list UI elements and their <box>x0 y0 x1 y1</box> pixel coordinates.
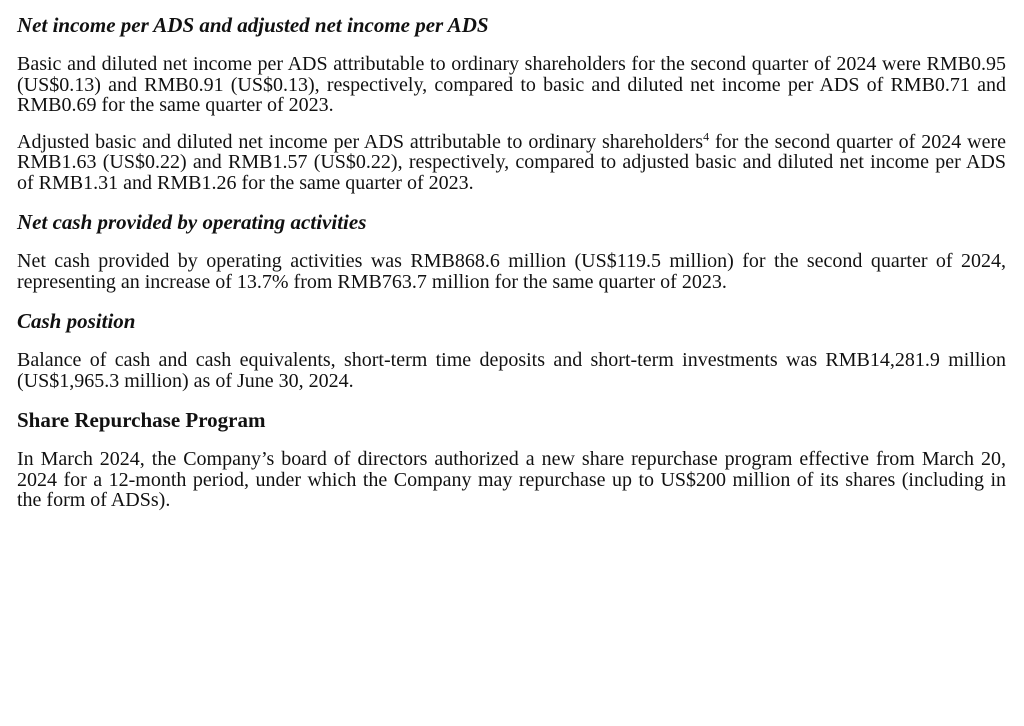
paragraph-share-repurchase: In March 2024, the Company’s board of directors authorized a new share repurchase program effective from March 20, 2024 for a 12-month period, under which the Company may repurchase up to US$200 million of its shares (including in the form of ADSs). <box>17 448 1006 511</box>
paragraph-adjusted-net-income-per-ads <box>17 128 1006 194</box>
adjusted-text-start: Adjusted basic and diluted net income per ADS attributable to ordinary shareholders <box>17 130 704 153</box>
section-heading-share-repurchase: Share Repurchase Program <box>17 408 266 432</box>
section-heading-net-cash-operating: Net cash provided by operating activities <box>17 210 367 234</box>
adjusted-text-end: for the second quarter of 2024 were RMB1.63 (US$0.22) and RMB1.57 (US$0.22), respectively, compared to adjusted basic and diluted net income per ADS of RMB1.31 and RMB1.26 for the same quarter of 2023. <box>17 130 1006 194</box>
section-heading-cash-position: Cash position <box>17 309 136 333</box>
paragraph-net-income-per-ads: Basic and diluted net income per ADS attributable to ordinary shareholders for the second quarter of 2024 were RMB0.95 (US$0.13) and RMB0.91 (US$0.13), respectively, compared to basic and diluted net income per ADS of RMB0.71 and RMB0.69 for the same quarter of 2023. <box>17 53 1006 116</box>
section-heading-net-income-per-ads: Net income per ADS and adjusted net income per ADS <box>17 13 489 37</box>
footnote-reference: 4 <box>703 128 710 143</box>
paragraph-cash-position: Balance of cash and cash equivalents, short-term time deposits and short-term investments was RMB14,281.9 million (US$1,965.3 million) as of June 30, 2024. <box>17 349 1006 392</box>
paragraph-net-cash-operating: Net cash provided by operating activities was RMB868.6 million (US$119.5 million) for the second quarter of 2024, representing an increase of 13.7% from RMB763.7 million for the same quarter of 2023. <box>17 250 1006 293</box>
